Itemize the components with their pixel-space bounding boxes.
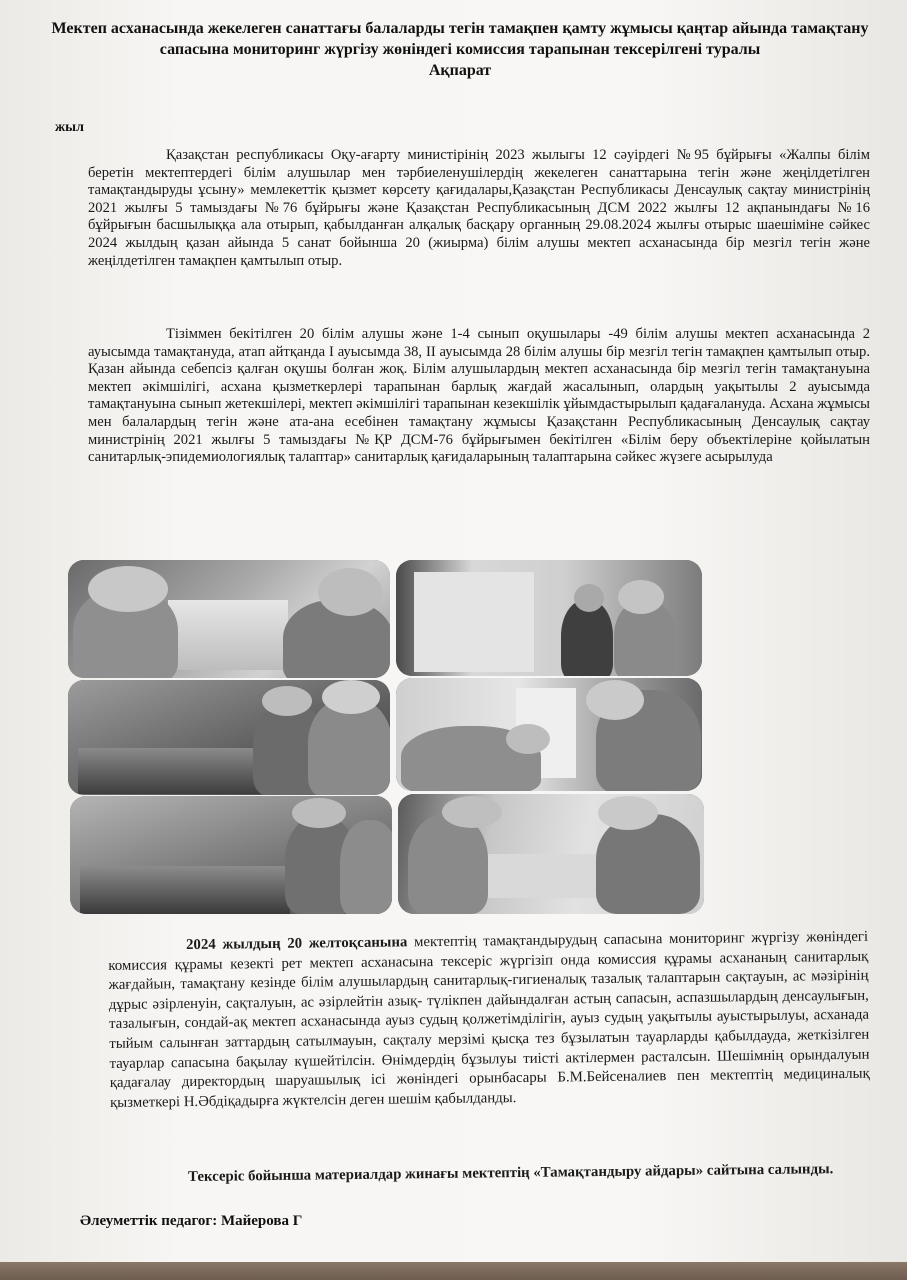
- floor-background: [0, 1262, 907, 1280]
- photo-kitchen-3: [68, 680, 390, 795]
- photo-kitchen-2: [396, 560, 702, 676]
- photo-collage: [68, 558, 708, 916]
- photo-kitchen-1: [68, 560, 390, 678]
- paragraph-3-body: мектептің тамақтандырудың сапасына мониторинг жүргізу жөніндегі комиссия құрамы кезекті рет мектеп асханасына тексеріс жүргізіп онда комиссия құрамы асхананың санитарлық жағдайын, тамақтану кезінде білім алушылардың санитарлық-гигиеналық тазалық талаптарын сақтауын, ас мәзірінің дұрыс әзірленуін, сақталуын, ас әзірлейтін азық- түлікпен дайындалған астың сапасын, аспазшылардың денсаулығын, тазалығын, сондай-ақ мектеп асханасында ауыз судың қолжетімділігін, ауыз судың уақытылы ауыстырылуы, асханада тыйым салынған заттардың сатылмауын, сақталу мерзімі қысқа тез бұзылатын тауарларды қабылдауда, жеткізілген тауарлар сапасына бақылау күшейтілсін. Өнімдердің бұзылуы тиісті актілермен расталсын. Шешімнің орындалуын қадағалау директордың шаруашылық ісі жөніндегі орынбасары Б.М.Бейсеналиев пен мектептің медициналық қызметкері Н.Әбдіқадырға жүктелсін деген шешім қабылданды.: [108, 928, 870, 1111]
- subtitle-text: Ақпарат: [428, 62, 492, 79]
- paragraph-2: Тізіммен бекітілген 20 білім алушы және 1-4 сынып оқушылары -49 білім алушы мектеп асханасында 2 ауысымда тамақтануда, атап айтқанда I ауысымда 38, II ауысымда 28 білім алушы бір мезгіл тегін тамақпен қамтылып отыр. Қазан айында себепсіз қалған оқушы болған жоқ. Білім алушылардың мектеп асханасында бір мезгіл тегін тамақтануына мектеп әкімшілігі, асхана қызметкерлері тарапынан барлық жағдай жасалынып, олардың уақытылы 2 ауысымда тамақтануына сынып жетекшілері, мектеп әкімшілігі тарапынан кезекшілік ұйымдастырылып қадағалануда. Асхана жұмысы мен балалардың тегін және ата-ана есебінен тамақтану жұмысы Қазақстанн Республикасының Денсаулық сақтау министрінің 2021 жылғы 5 тамыздағы №ҚР ДСМ-76 бұйрығымен бекітілген «Білім беру объектілеріне қойылатын санитарлық-эпидемиологиялық талаптар» санитарлық қағидаларының талаптарына сәйкес жүзеге асырылуда: [88, 326, 870, 466]
- year-label: жыл: [55, 120, 84, 135]
- paragraph-4: Тексеріс бойынша материалдар жинағы мектептің «Тамақтандыру айдары» сайтына салынды.: [188, 1161, 834, 1186]
- paragraph-3-date: 2024 жылдың 20 желтоқсанына: [186, 934, 408, 954]
- title-text: Мектеп асханасында жекелеген санаттағы балаларды тегін тамақпен қамту жұмысы қаңтар айында тамақтану сапасына мониторинг жүргізу жөніндегі комиссия тарапынан тексерілгені туралы: [51, 20, 869, 58]
- photo-kitchen-5: [70, 796, 392, 914]
- signature-line: Әлеуметтік педагог: Майерова Г: [80, 1213, 303, 1229]
- paragraph-1: Қазақстан республикасы Оқу-ағарту министірінің 2023 жылыгы 12 сәуірдегі №95 бұйрығы «Жалпы білім беретін мектептердегі білім алушылар мен тәрбиеленушілердің жекелеген санаттарына тегін және жеңілдетілген тамақтандыруды ұсыну» мемлекеттік қызмет көрсету қағидалары,Қазақстан Республикасы Денсаулық сақтау министрінің 2021 жылғы 5 тамыздағы №76 бұйрығы және Қазақстан Республикасының ДСМ 2022 жылғы 12 ақпанындағы №16 бұйрығын басшылыққа ала отырып, қабылданған алқалық басқару органның 29.08.2024 жылғы отырыс шаешіміне сәйкес 2024 жылдың қазан айында 5 санат бойынша 20 (жиырма) білім алушы мектеп асханасында бір мезгіл тегін және жеңілдетілген тамақпен қамтылып отыр.: [88, 147, 870, 269]
- photo-kitchen-4: [396, 678, 702, 791]
- paragraph-3: [108, 928, 870, 1114]
- document-title: [50, 18, 870, 81]
- photo-kitchen-6: [398, 794, 704, 914]
